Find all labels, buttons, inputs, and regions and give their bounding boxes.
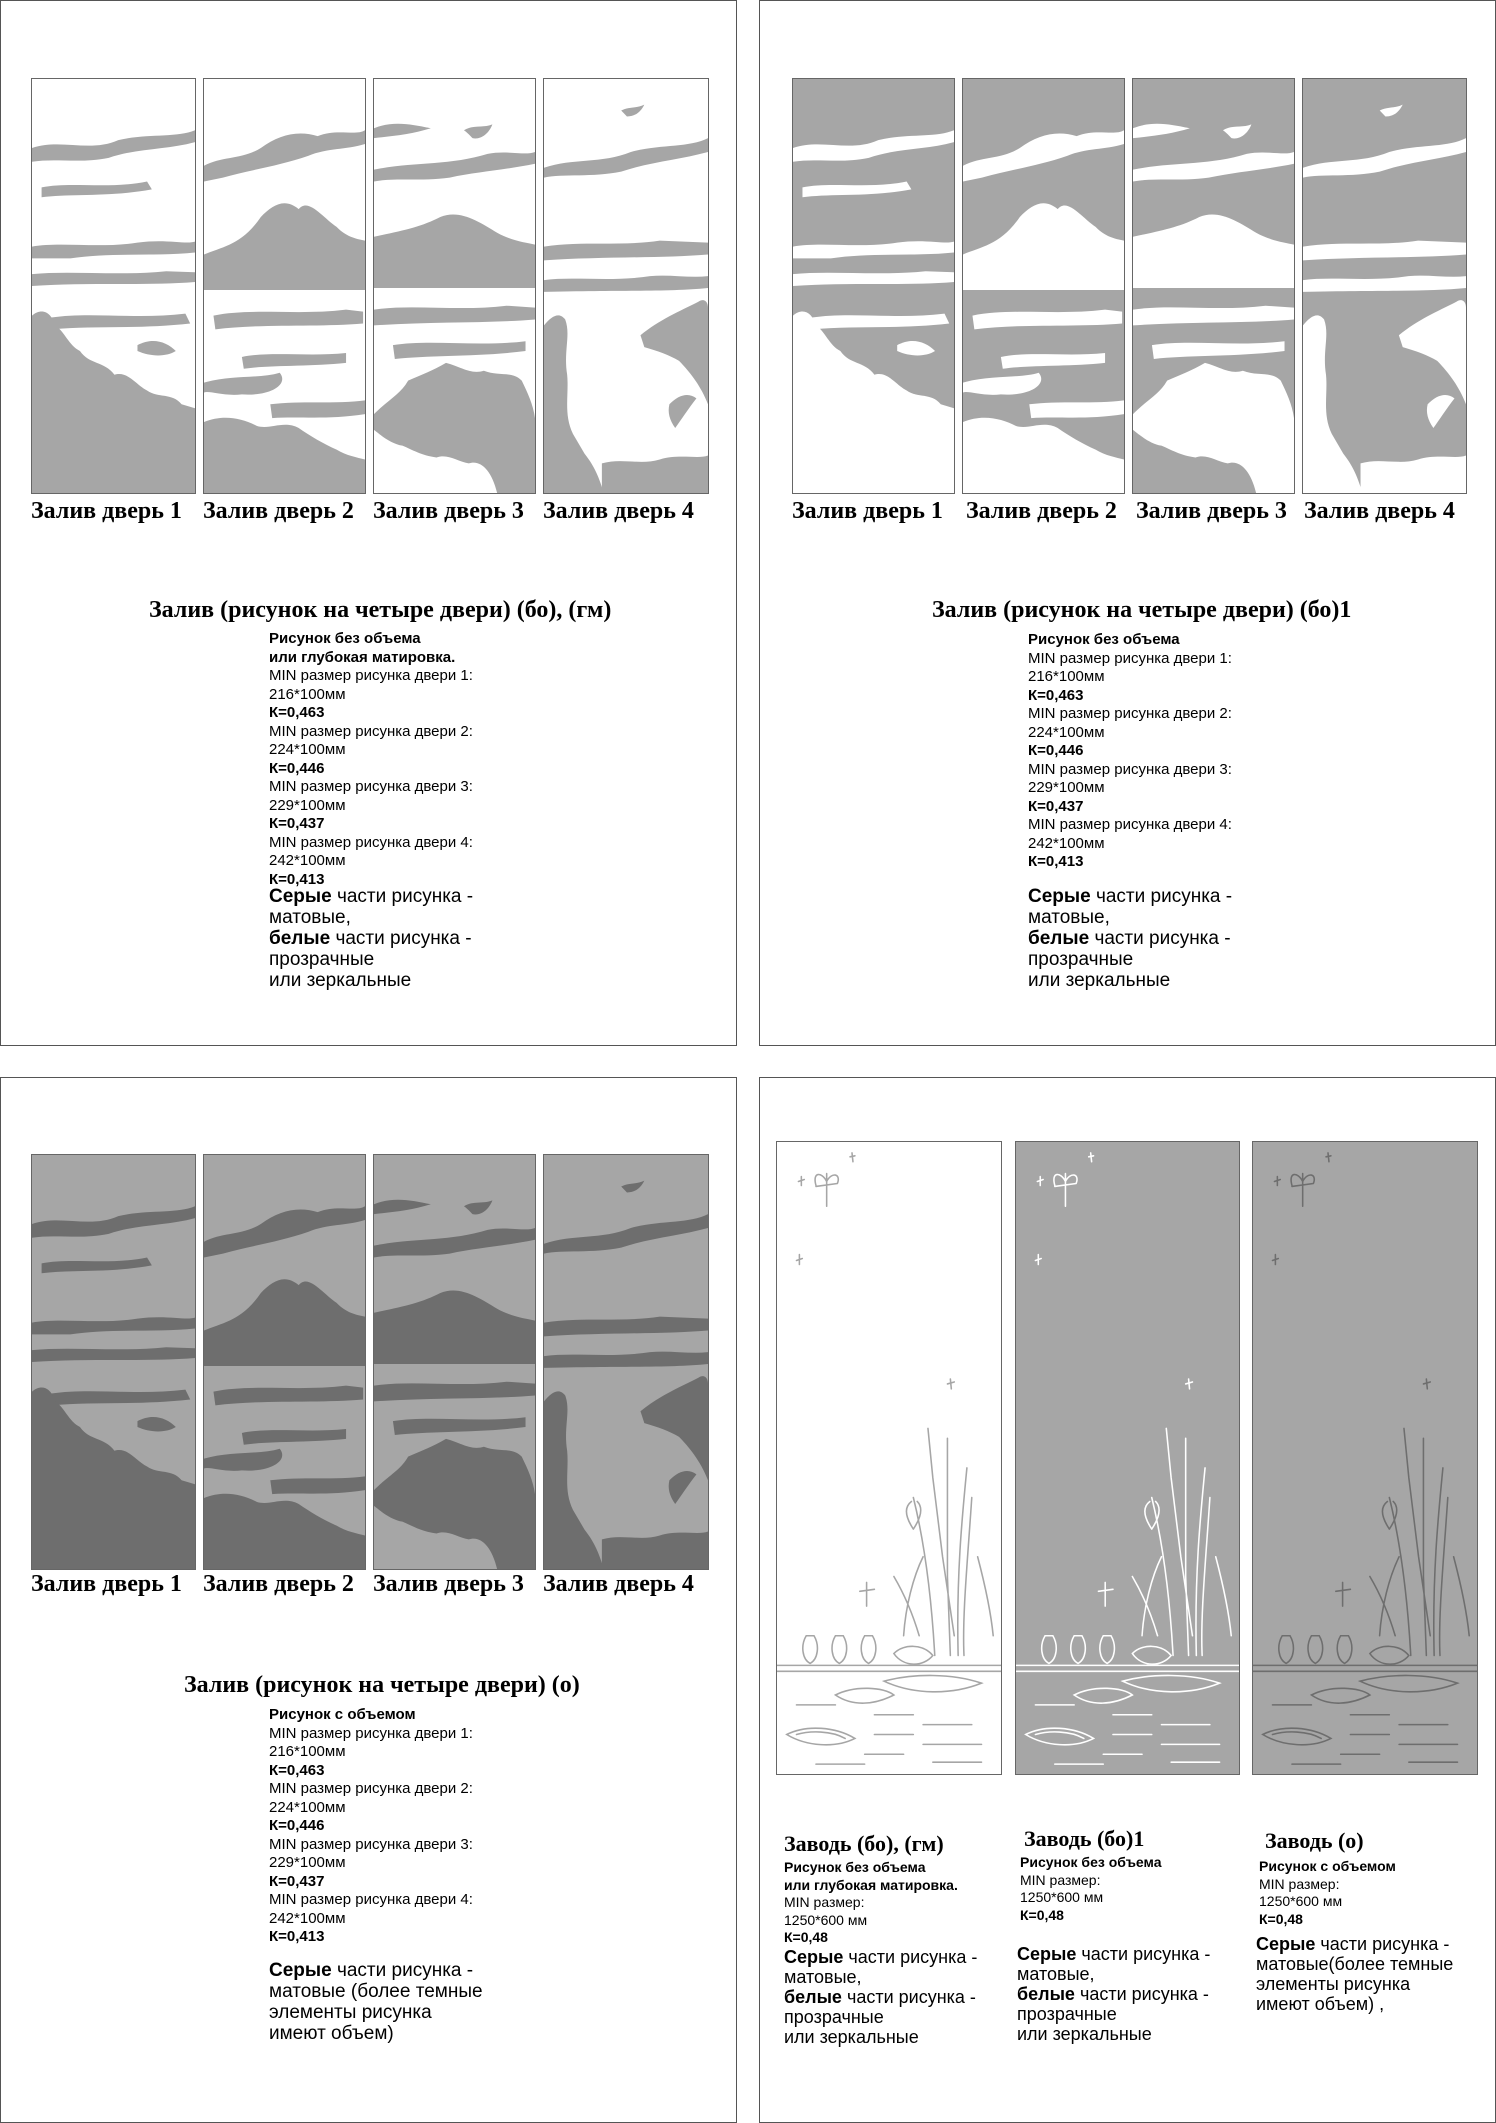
- panel-zaliv-bo-gm: [0, 0, 737, 1046]
- door-4-size: 242*100мм: [269, 852, 346, 869]
- legend-line: имеют объем): [269, 2023, 394, 2044]
- panel-title: Залив (рисунок на четыре двери) (бо), (гм): [149, 597, 612, 623]
- door-4-min-label: MIN размер рисунка двери 4:: [1028, 816, 1232, 833]
- legend-line: Серые части рисунка -: [269, 886, 474, 907]
- zavod-title: Заводь (бо), (гм): [784, 1831, 944, 1856]
- legend-line: прозрачные: [784, 2007, 884, 2027]
- door-1-k: К=0,463: [1028, 686, 1084, 704]
- door-2-drawing: [203, 78, 366, 494]
- door-1-min-label: MIN размер рисунка двери 1:: [269, 667, 473, 684]
- door-4-label: Залив дверь 4: [543, 498, 694, 524]
- panel-zaliv-o: [0, 1077, 737, 2123]
- door-2-min-label: MIN размер рисунка двери 2:: [269, 1780, 473, 1797]
- door-2-label: Залив дверь 2: [203, 498, 354, 524]
- seascape-drawing: [963, 79, 1124, 493]
- door-4-k: К=0,413: [269, 870, 325, 888]
- door-1-size: 216*100мм: [269, 685, 346, 703]
- spec-heading: или глубокая матировка.: [784, 1876, 958, 1893]
- legend-line: матовые,: [1028, 907, 1110, 928]
- legend-block: [269, 886, 473, 991]
- door-2-drawing: [203, 1154, 366, 1570]
- door-1-size: 216*100мм: [269, 1743, 346, 1760]
- door-4-size: 242*100мм: [1028, 834, 1105, 852]
- door-1-size: 216*100мм: [1028, 668, 1105, 685]
- door-4-label: Залив дверь 4: [543, 1571, 694, 1597]
- k-value: К=0,48: [784, 1929, 828, 1945]
- door-4-label: Залив дверь 4: [1304, 498, 1455, 524]
- panel-title: Залив (рисунок на четыре двери) (о): [184, 1672, 580, 1698]
- legend-line: или зеркальные: [784, 2027, 919, 2047]
- min-size-value: 1250*600 мм: [1020, 1889, 1104, 1905]
- min-size-label: MIN размер:: [1020, 1871, 1101, 1888]
- door-1-k: К=0,463: [269, 704, 325, 721]
- door-1-k: К=0,463: [269, 1761, 325, 1779]
- spec-heading: Рисунок с объемом: [269, 1706, 416, 1723]
- zavod-o-drawing: [1252, 1141, 1478, 1775]
- door-1-drawing: [792, 78, 955, 494]
- spec-block: [1259, 1858, 1396, 1928]
- legend-line: Серые части рисунка -: [784, 1947, 978, 1967]
- door-3-drawing: [1132, 78, 1295, 494]
- door-4-size: 242*100мм: [269, 1909, 346, 1927]
- k-value: К=0,48: [1020, 1906, 1064, 1923]
- spec-heading: Рисунок без объема: [269, 630, 421, 647]
- door-2-k: К=0,446: [269, 759, 325, 777]
- legend-line: или зеркальные: [1028, 970, 1171, 991]
- spec-heading: или глубокая матировка.: [269, 648, 456, 666]
- legend-line: белые части рисунка -: [1017, 1984, 1209, 2004]
- zavod-bo1-drawing: [1015, 1141, 1240, 1775]
- zavod-bo-gm-drawing: [776, 1141, 1002, 1775]
- door-3-k: К=0,437: [269, 1872, 325, 1890]
- legend-block: [1017, 1944, 1210, 2044]
- door-4-min-label: MIN размер рисунка двери 4:: [269, 1891, 473, 1908]
- legend-line: Серые части рисунка -: [1028, 886, 1233, 907]
- min-size-label: MIN размер:: [784, 1894, 865, 1910]
- seascape-drawing: [374, 79, 535, 493]
- door-2-k: К=0,446: [1028, 742, 1084, 759]
- seascape-drawing: [32, 79, 195, 493]
- pond-drawing: [1253, 1142, 1477, 1774]
- door-1-min-label: MIN размер рисунка двери 1:: [269, 1724, 473, 1742]
- legend-line: белые части рисунка -: [269, 928, 472, 949]
- legend-block: [1028, 886, 1232, 991]
- legend-block: [1256, 1934, 1453, 2014]
- seascape-drawing: [374, 1155, 535, 1569]
- seascape-drawing: [204, 1155, 365, 1569]
- legend-line: Серые части рисунка -: [269, 1960, 474, 1981]
- door-1-drawing: [31, 1154, 196, 1570]
- seascape-drawing: [544, 79, 708, 493]
- legend-line: матовые (более темные: [269, 1981, 483, 2002]
- spec-block: [269, 1706, 473, 1947]
- legend-line: или зеркальные: [1017, 2024, 1152, 2044]
- pond-drawing: [1016, 1142, 1239, 1774]
- seascape-drawing: [32, 1155, 195, 1569]
- spec-heading: Рисунок без объема: [1020, 1854, 1162, 1870]
- door-1-label: Залив дверь 1: [31, 1571, 182, 1597]
- door-3-min-label: MIN размер рисунка двери 3:: [269, 778, 473, 795]
- spec-block: [269, 630, 473, 889]
- spec-block: [784, 1859, 958, 1947]
- door-3-size: 229*100мм: [269, 1854, 346, 1871]
- legend-line: элементы рисунка: [269, 2002, 432, 2023]
- panel-title: Залив (рисунок на четыре двери) (бо)1: [932, 597, 1352, 623]
- legend-line: прозрачные: [1017, 2004, 1117, 2024]
- legend-line: матовые,: [784, 1967, 862, 1987]
- door-3-k: К=0,437: [269, 815, 325, 832]
- door-3-k: К=0,437: [1028, 797, 1084, 815]
- door-2-drawing: [962, 78, 1125, 494]
- zavod-title: Заводь (бо)1: [1024, 1826, 1145, 1851]
- legend-line: белые части рисунка -: [1028, 928, 1231, 949]
- door-4-min-label: MIN размер рисунка двери 4:: [269, 833, 473, 851]
- legend-line: или зеркальные: [269, 970, 412, 991]
- door-2-min-label: MIN размер рисунка двери 2:: [1028, 705, 1232, 722]
- door-2-label: Залив дверь 2: [966, 498, 1117, 524]
- door-3-min-label: MIN размер рисунка двери 3:: [1028, 760, 1232, 778]
- legend-line: матовые(более темные: [1256, 1954, 1454, 1974]
- legend-line: белые части рисунка -: [784, 1987, 976, 2007]
- min-size-value: 1250*600 мм: [784, 1911, 868, 1928]
- door-2-size: 224*100мм: [269, 741, 346, 758]
- seascape-drawing: [1133, 79, 1294, 493]
- door-3-drawing: [373, 78, 536, 494]
- legend-line: матовые,: [269, 907, 351, 928]
- seascape-drawing: [544, 1155, 708, 1569]
- door-1-drawing: [31, 78, 196, 494]
- door-4-drawing: [543, 1154, 709, 1570]
- panel-zavod: [759, 1077, 1496, 2123]
- door-4-drawing: [1302, 78, 1467, 494]
- spec-block: [1028, 631, 1232, 872]
- door-1-label: Залив дверь 1: [31, 498, 182, 524]
- min-size-value: 1250*600 мм: [1259, 1893, 1343, 1909]
- door-4-k: К=0,413: [1028, 853, 1084, 870]
- door-2-label: Залив дверь 2: [203, 1571, 354, 1597]
- legend-block: [784, 1947, 977, 2047]
- door-4-drawing: [543, 78, 709, 494]
- door-4-k: К=0,413: [269, 1928, 325, 1945]
- door-3-label: Залив дверь 3: [373, 1571, 524, 1597]
- door-3-min-label: MIN размер рисунка двери 3:: [269, 1835, 473, 1853]
- door-3-drawing: [373, 1154, 536, 1570]
- door-2-k: К=0,446: [269, 1817, 325, 1834]
- door-3-size: 229*100мм: [1028, 779, 1105, 796]
- seascape-drawing: [204, 79, 365, 493]
- door-2-size: 224*100мм: [269, 1798, 346, 1816]
- zavod-title: Заводь (о): [1265, 1828, 1364, 1853]
- k-value: К=0,48: [1259, 1910, 1303, 1927]
- legend-line: имеют объем) ,: [1256, 1994, 1385, 2014]
- door-3-label: Залив дверь 3: [1136, 498, 1287, 524]
- spec-heading: Рисунок без объема: [784, 1859, 926, 1875]
- min-size-label: MIN размер:: [1259, 1875, 1340, 1892]
- spec-block: [1020, 1854, 1161, 1924]
- legend-block: [269, 1960, 483, 2044]
- legend-line: прозрачные: [269, 949, 375, 970]
- seascape-drawing: [1303, 79, 1466, 493]
- legend-line: матовые,: [1017, 1964, 1095, 1984]
- panel-zaliv-bo1: [759, 0, 1496, 1046]
- door-1-min-label: MIN размер рисунка двери 1:: [1028, 649, 1232, 667]
- door-3-label: Залив дверь 3: [373, 498, 524, 524]
- legend-line: Серые части рисунка -: [1256, 1934, 1450, 1954]
- door-2-size: 224*100мм: [1028, 723, 1105, 741]
- legend-line: элементы рисунка: [1256, 1974, 1411, 1994]
- pond-drawing: [777, 1142, 1001, 1774]
- spec-heading: Рисунок с объемом: [1259, 1858, 1396, 1874]
- legend-line: Серые части рисунка -: [1017, 1944, 1211, 1964]
- door-2-min-label: MIN размер рисунка двери 2:: [269, 722, 473, 740]
- door-3-size: 229*100мм: [269, 796, 346, 814]
- legend-line: прозрачные: [1028, 949, 1134, 970]
- spec-heading: Рисунок без объема: [1028, 631, 1180, 648]
- door-1-label: Залив дверь 1: [792, 498, 943, 524]
- seascape-drawing: [793, 79, 954, 493]
